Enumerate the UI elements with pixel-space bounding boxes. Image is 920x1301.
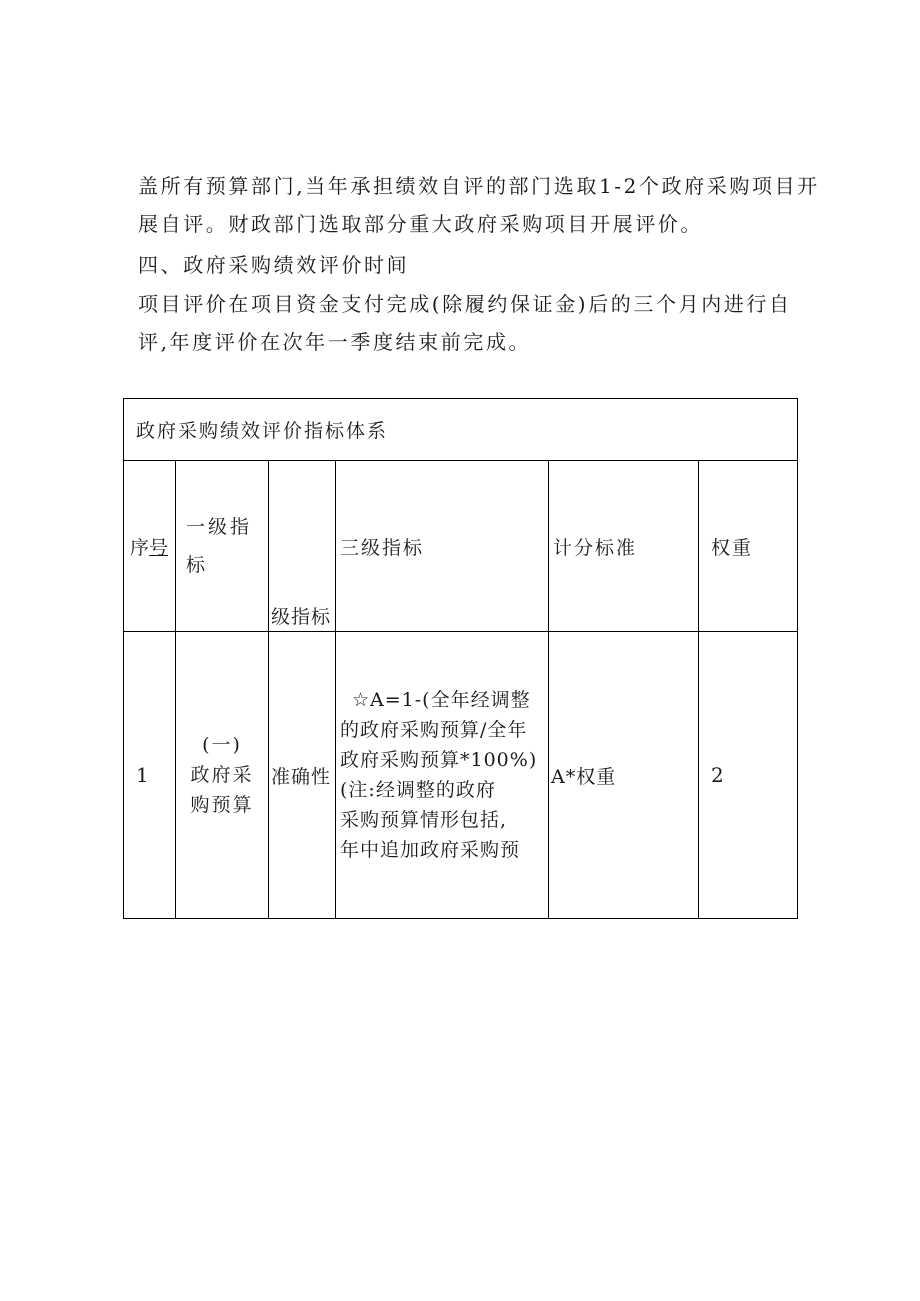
scope-line-1: 盖所有预算部门,当年承担绩效自评的部门选取1-2个政府采购项目开 <box>138 174 820 198</box>
header-seq-char: 序 <box>130 536 150 559</box>
timing-paragraph <box>138 285 798 361</box>
row-level3-line-6: 年中追加政府采购预 <box>340 839 521 861</box>
row-level3-line-1: ☆A=1-(全年经调整 <box>352 689 531 711</box>
header-level3: 三级指标 <box>336 461 549 632</box>
row-level3-line-5: 采购预算情形包括, <box>340 809 508 831</box>
table-row <box>124 632 798 919</box>
header-level1 <box>176 461 269 632</box>
timing-line-1: 项目评价在项目资金支付完成(除履约保证金)后的三个月内进行自 <box>138 292 792 316</box>
header-level1-line-2: 标 <box>186 554 209 576</box>
table-title: 政府采购绩效评价指标体系 <box>124 399 798 461</box>
timing-line-2: 评,年度评价在次年一季度结束前完成。 <box>138 330 532 354</box>
evaluation-index-table <box>123 398 798 919</box>
row-level3-line-4: (注:经调整的政府 <box>340 779 496 801</box>
row-scoring: A*权重 <box>549 632 699 919</box>
row-level2: 准确性 <box>269 632 336 919</box>
row-level1 <box>176 632 269 919</box>
table-header-row <box>124 461 798 632</box>
header-level1-line-1: 一级指 <box>186 516 253 538</box>
row-level3-line-2: 的政府采购预算/全年 <box>340 719 528 741</box>
header-seq-char-underlined: 号 <box>149 536 169 559</box>
header-scoring: 计分标准 <box>549 461 699 632</box>
header-weight: 权重 <box>699 461 798 632</box>
scope-paragraph <box>138 167 820 243</box>
row-level1-line-2: 政府采 <box>190 764 254 786</box>
row-level1-line-3: 购预算 <box>190 794 254 816</box>
header-seq <box>124 461 176 632</box>
scope-line-2: 展自评。财政部门选取部分重大政府采购项目开展评价。 <box>138 212 703 236</box>
header-level2: 级指标 <box>269 461 336 632</box>
row-level1-line-1: (一) <box>202 734 242 756</box>
row-seq: 1 <box>124 632 176 919</box>
section-heading: 四、政府采购绩效评价时间 <box>138 253 410 277</box>
row-weight: 2 <box>699 632 798 919</box>
row-level3 <box>336 632 549 919</box>
row-level3-line-3: 政府采购预算*100%) <box>340 749 538 771</box>
